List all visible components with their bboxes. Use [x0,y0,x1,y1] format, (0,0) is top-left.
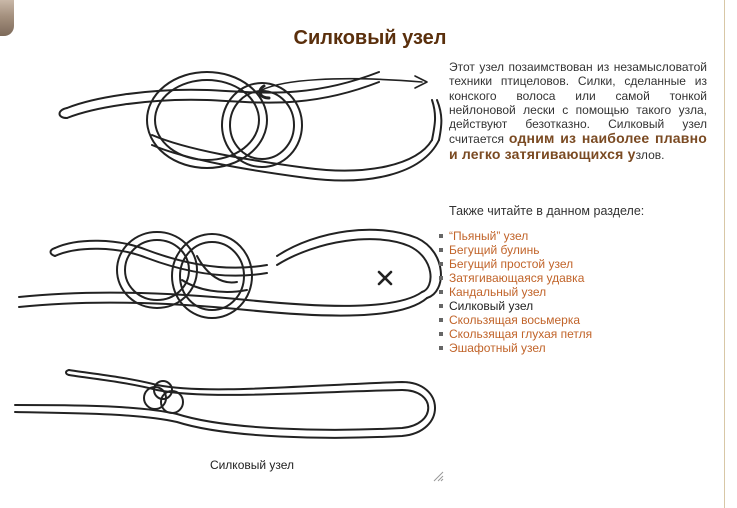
related-link[interactable]: “Пьяный” узел [438,229,592,243]
page-title: Силковый узел [293,27,447,50]
cross-mark-icon [379,272,391,284]
related-heading: Также читайте в данном разделе: [449,204,645,218]
emphasis-text: одним из наиболее плавно и легко затягивающихся у [449,130,707,162]
intro-text: Этот узел позаимствован из незамысловатой техники птицеловов. Силки, сделанные из конского волоса или самой тонкой нейлоновой лески с помощью такого узла, действуют безотказно. Силковый узел считается [449,60,707,147]
knot-illustration [7,60,443,460]
related-link[interactable]: Кандальный узел [438,285,592,299]
corner-photo [0,0,14,36]
related-link[interactable]: Скользящая глухая петля [438,327,592,341]
related-link[interactable]: Бегущий простой узел [438,257,592,271]
knot-step-3 [15,370,435,438]
related-link[interactable]: Бегущий булинь [438,243,592,257]
tail-text: злов. [635,147,665,162]
article-text [449,60,707,162]
resize-grip-icon[interactable] [432,470,444,482]
figure-caption: Силковый узел [209,458,295,472]
related-link[interactable]: Затягивающаяся удавка [438,271,592,285]
knot-step-1 [60,72,442,180]
page-border [724,0,725,508]
knot-step-2 [19,230,441,318]
related-list [438,229,592,355]
related-link[interactable]: Скользящая восьмерка [438,313,592,327]
related-current-item: Силковый узел [438,299,592,313]
related-link[interactable]: Эшафотный узел [438,341,592,355]
